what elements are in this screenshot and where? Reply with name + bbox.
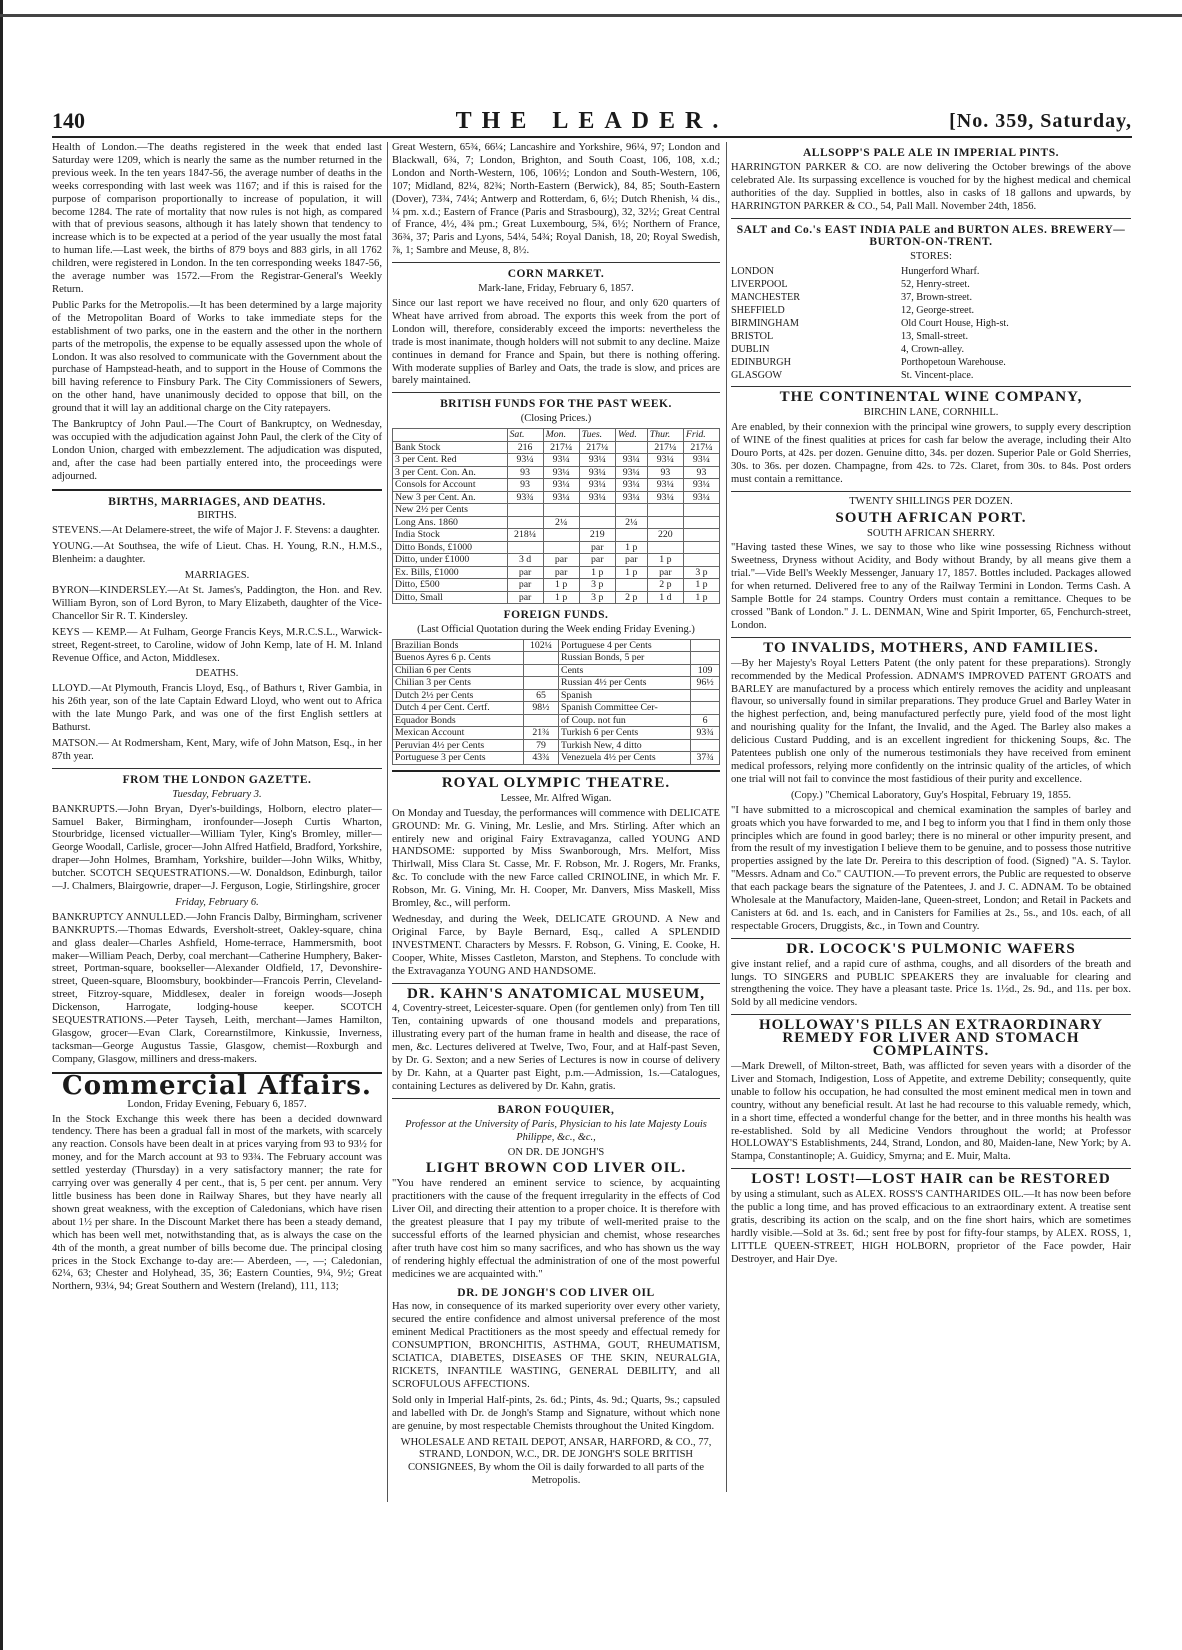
foreign-funds-cell: Turkish New, 4 ditto — [559, 739, 691, 752]
dejongh-depot: WHOLESALE AND RETAIL DEPOT, ANSAR, HARFORD, & CO., 77, STRAND, LONDON, W.C., DR. DE JONGH'S SOLE BRITISH CONSIGNEES, By whom the Oil is daily forwarded to all parts of the Metropolis. — [400, 1436, 712, 1487]
issue-info: [No. 359, Saturday, — [949, 110, 1132, 132]
funds-stock-name: Consols for Account — [393, 479, 508, 492]
foreign-funds-cell — [523, 714, 558, 727]
kahn-museum-text: 4, Coventry-street, Leicester-square. Open (for gentlemen only) from Ten till Ten, containing upwards of one thousand models and preparations, illustrating every part of the human frame in health and disease, the race of men, &c. Lectures delivered at Twelve, Two, Four, and at Half-past Seven, by Dr. G. Sexton; and a new Series of Lectures is now in course of delivery by Dr. Kahn, at a Quarter past Eight, p.m.—Admission, 1s.—Catalogues, containing Lectures as delivered by Dr. Kahn, gratis. — [392, 1003, 720, 1092]
funds-cell: par — [579, 541, 615, 554]
binding-edge — [0, 0, 3, 1650]
funds-stock-name: New 3 per Cent. An. — [393, 491, 508, 504]
top-rule — [0, 14, 1182, 17]
store-city: MANCHESTER — [731, 292, 801, 304]
funds-cell: 93¼ — [683, 454, 719, 467]
funds-cell: par — [543, 554, 579, 567]
funds-cell: 93¼ — [543, 491, 579, 504]
dejongh-text: Has now, in consequence of its marked superiority over every other variety, secured the entire confidence and almost universal preference of the most eminent Medical Practitioners as the most speedy and effectual remedy for CONSUMPTION, BRONCHITIS, ASTHMA, GOUT, RHEUMATISM, SCIATICA, DIABETES, DISEASES OF THE SKIN, NEURALGIA, RICKETS, INFANTILE WASTING, GENERAL DEBILITY, and all SCROFULOUS AFFECTIONS. — [392, 1301, 720, 1390]
foreign-funds-heading: FOREIGN FUNDS. — [503, 609, 609, 622]
kahn-museum-heading: DR. KAHN'S ANATOMICAL MUSEUM, — [406, 985, 706, 1002]
south-african-port-advert: "Having tasted these Wines, we say to those who like wine possessing Richness without Sweetness, Dryness without Acidity, and Body without Brandy, by all means give them a trial."—Vide Bell's Weekly Messenger, January 17, 1857. Bottles included. Packages allowed for when returned. Delivered free to any of the Railway Termini in London. Terms Cash. A Sample Bottle for 24 stamps. Country Orders must contain a remittance. Cheques to be crossed "Bank of London." J. L. DENMAN, Wine and Spirit Importer, 65, Fenchurch-street, London. — [731, 542, 1131, 631]
funds-cell: 3 p — [683, 566, 719, 579]
funds-cell: par — [507, 566, 543, 579]
funds-cell: 93¼ — [647, 479, 683, 492]
funds-cell — [683, 504, 719, 517]
fouquier-on: ON DR. DE JONGH'S — [507, 1146, 605, 1158]
store-city: BRISTOL — [731, 330, 774, 342]
store-entry — [731, 331, 1131, 344]
divider — [392, 392, 720, 393]
store-address: Porthopetoun Warehouse. — [901, 356, 1006, 368]
british-funds-table — [392, 428, 720, 604]
funds-cell — [507, 516, 543, 529]
funds-cell: 93¾ — [507, 491, 543, 504]
column-divider — [726, 142, 727, 1492]
holloway-heading: HOLLOWAY'S PILLS AN EXTRAORDINARY REMEDY FOR LIVER AND STOMACH COMPLAINTS. — [758, 1017, 1104, 1060]
funds-stock-name: Ditto, under £1000 — [393, 554, 508, 567]
foreign-funds-row — [393, 689, 720, 702]
funds-cell: 2¼ — [615, 516, 647, 529]
divider — [731, 218, 1131, 219]
funds-row — [393, 466, 720, 479]
lost-hair-heading: LOST! LOST!—LOST HAIR can be RESTORED — [751, 1171, 1111, 1188]
funds-cell — [579, 504, 615, 517]
olympic-theatre-heading: ROYAL OLYMPIC THEATRE. — [441, 774, 671, 791]
birth-notice: STEVENS.—At Delamere-street, the wife of Major J. F. Stevens: a daughter. — [52, 525, 380, 537]
funds-column-header: Wed. — [615, 429, 647, 442]
funds-stock-name: Ditto Bonds, £1000 — [393, 541, 508, 554]
corn-market-date: Mark-lane, Friday, February 6, 1857. — [478, 283, 634, 295]
funds-cell: par — [579, 554, 615, 567]
salt-ales-heading: SALT and Co.'s EAST INDIA PALE and BURTON ALES. BREWERY—BURTON-ON-TRENT. — [736, 223, 1126, 249]
dejongh-heading: DR. DE JONGH'S COD LIVER OIL — [457, 1286, 655, 1299]
funds-cell: 93¼ — [579, 466, 615, 479]
funds-stock-name: Long Ans. 1860 — [393, 516, 508, 529]
funds-stock-name: New 2½ per Cents — [393, 504, 508, 517]
funds-cell: 1 p — [615, 541, 647, 554]
store-address: St. Vincent-place. — [901, 369, 974, 381]
funds-row — [393, 579, 720, 592]
funds-stock-name: Bank Stock — [393, 441, 508, 454]
funds-cell: 2¼ — [543, 516, 579, 529]
foreign-funds-cell: 21¾ — [523, 727, 558, 740]
gazette-date: Friday, February 6. — [175, 896, 259, 908]
railway-shares: Great Western, 65¾, 66¼; Lancashire and Yorkshire, 96¼, 97; London and Blackwall, 6¾, 7; London, Brighton, and South Coast, 106, 108, x.d.; London and North-Western, 106, 106½; London and South-Western, 106, 107; Midland, 82¼, 82¾; North-Eastern (Berwick), 84, 85; South-Eastern (Dover), 73¾, 74¼; Antwerp and Rotterdam, 6, 6½; Dutch Rhenish, ¼ dis., ¼ pm. x.d.; Eastern of France (Paris and Strasbourg), 32, 32½; Great Central of France, 4½, 4¾ pm.; Great Luxembourg, 5¾, 6½; Northern of France, 36¾, 37; Paris and Lyons, 54¼, 54¾; Royal Danish, 18, 20; Royal Swedish, ⅞, 1; Sambre and Meuse, 8, 8½. — [392, 142, 720, 257]
divider — [392, 262, 720, 263]
funds-cell: 93¼ — [615, 491, 647, 504]
foreign-funds-cell — [691, 652, 720, 665]
masthead-rule — [52, 136, 1132, 138]
store-city: EDINBURGH — [731, 356, 791, 368]
foreign-funds-cell — [691, 639, 720, 652]
foreign-funds-cell: 43¾ — [523, 752, 558, 765]
funds-cell: 93 — [647, 466, 683, 479]
funds-cell: 93¼ — [615, 479, 647, 492]
funds-cell — [683, 554, 719, 567]
cod-liver-oil-heading: LIGHT BROWN COD LIVER OIL. — [425, 1160, 687, 1177]
fouquier-heading: BARON FOUQUIER, — [497, 1103, 615, 1116]
divider — [731, 1014, 1131, 1015]
commercial-affairs-heading: Commercial Affairs. — [62, 1070, 372, 1101]
funds-cell — [683, 541, 719, 554]
foreign-funds-cell — [691, 702, 720, 715]
continental-wine-address: BIRCHIN LANE, CORNHILL. — [863, 407, 999, 419]
funds-cell: 93¼ — [543, 466, 579, 479]
funds-stock-name: Ex. Bills, £1000 — [393, 566, 508, 579]
funds-stock-name: 3 per Cent. Red — [393, 454, 508, 467]
fouquier-title: Professor at the University of Paris, Physician to his late Majesty Louis Philippe, &c., &c., — [405, 1118, 707, 1143]
funds-column-header: Sat. — [507, 429, 543, 442]
foreign-funds-row — [393, 652, 720, 665]
invalids-heading: TO INVALIDS, MOTHERS, AND FAMILIES. — [763, 639, 1099, 656]
foreign-funds-cell: of Coup. not fun — [559, 714, 691, 727]
bmd-heading: BIRTHS, MARRIAGES, AND DEATHS. — [108, 495, 326, 508]
funds-cell — [615, 441, 647, 454]
port-price-line: TWENTY SHILLINGS PER DOZEN. — [849, 495, 1013, 507]
funds-cell: 220 — [647, 529, 683, 542]
foreign-funds-row — [393, 714, 720, 727]
divider — [392, 770, 720, 772]
funds-cell: 218¼ — [507, 529, 543, 542]
funds-cell: 93 — [507, 466, 543, 479]
foreign-funds-cell: Venezuela 4½ per Cents — [559, 752, 691, 765]
funds-cell: 93¼ — [507, 454, 543, 467]
funds-stock-name: 3 per Cent. Con. An. — [393, 466, 508, 479]
stores-list — [731, 266, 1131, 382]
bankruptcy-john-paul: The Bankruptcy of John Paul.—The Court of Bankruptcy, on Wednesday, was occupied with the adjudication against John Paul, the clerk of the City of London Union, charged with embezzlement. The adjudication was disputed, and, after the case had been partially entered into, the proceedings were adjourned. — [52, 419, 382, 482]
store-entry — [731, 305, 1131, 318]
funds-cell — [683, 516, 719, 529]
stores-heading: STORES: — [910, 251, 952, 263]
foreign-funds-table — [392, 639, 720, 765]
foreign-funds-cell: 93¾ — [691, 727, 720, 740]
funds-column-header: Frid. — [683, 429, 719, 442]
store-address: 52, Henry-street. — [901, 279, 970, 291]
fouquier-testimonial: "You have rendered an eminent service to science, by acquainting practitioners with the cause of the frequent irregularity in the effects of Cod Liver Oil, and directing their attention to a proper choice. It is therefore with the greatest pleasure that I pay my tribute of well-merited praise to the successful efforts of the learned physician and chemist, whose researches after truth have cost him so many sacrifices, and who has shown us the way of rendering highly effectual the administration of one of the most powerful medicines we are acquainted with." — [392, 1178, 720, 1280]
column-1 — [52, 142, 382, 1502]
foreign-funds-cell: 109 — [691, 664, 720, 677]
health-of-london: Health of London.—The deaths registered in the week that ended last Saturday were 1209, which is nearly the same as the number returned in the previous week. In the ten years 1847-56, the average number of deaths in the weeks corresponding with last week was 1167; and if this is raised for the purpose of comparison proportionally to increase of population, it will become 1284. The rate of mortality that now rules is not high, as compared with that of previous seasons, although it has lately shown that tendency to increase which is to be expected at a period of the year usually the most fatal to human life.—Last week, the births of 879 boys and 883 girls, in all 1762 children, were registered in London. In the ten corresponding weeks 1847-56, the average number was 1572.—From the Registrar-General's Weekly Return. — [52, 142, 382, 295]
british-funds-subheading: (Closing Prices.) — [520, 413, 592, 425]
funds-cell: 219 — [579, 529, 615, 542]
death-notice: MATSON.— At Rodmersham, Kent, Mary, wife of John Matson, Esq., in her 87th year. — [52, 737, 382, 762]
funds-stock-name: India Stock — [393, 529, 508, 542]
british-funds-heading: BRITISH FUNDS FOR THE PAST WEEK. — [440, 398, 672, 411]
funds-cell — [543, 541, 579, 554]
marriage-notice: BYRON—KINDERSLEY.—At St. James's, Paddington, the Hon. and Rev. William Byron, son of Lord Byron, to Mary Elizabeth, daughter of the Vice-Chancellor Sir R. T. Kindersley. — [52, 585, 382, 622]
store-entry — [731, 357, 1131, 370]
commercial-report: In the Stock Exchange this week there has been a decided downward tendency. There has been a gradual fall in most of the markets, with scarcely any reaction. Consols have been dealt in at prices varying from 93 to 93½ for money, and for the March account at 93 to 93¾. The February account was settled yesterday (Thursday) in a very satisfactory manner; the rate for carrying over was generally 4 per cent., that is, 5 per cent. per annum. Very little business has been done in Railway Shares, but they have nearly all shown great weakness, with the exception of Caledonians, which have risen about 1½ per share. In the Discount Market there has been a steady demand, which has been well met, notwithstanding that, as is always the case on the 4th of the month, a great number of bills become due. The principal closing prices in the Stock Exchange to-day are:— Aberdeen, —, —; Caledonian, 62¼, 63; Chester and Holyhead, 35, 36; Eastern Counties, 9¼, 9½; Great Northern, 93¼, 94; Great Southern and Western (Ireland), 111, 113; — [52, 1113, 382, 1293]
foreign-funds-cell: 65 — [523, 689, 558, 702]
funds-cell — [543, 529, 579, 542]
public-parks: Public Parks for the Metropolis.—It has been determined by a large majority of the Metropolitan Board of Works to take immediate steps for the establishment of two parks, one in the eastern and the other in the northern parts of the metropolis, the expense to be equally assessed upon the whole of London. It was also resolved to communicate with the Government about the purchase of Hampstead-heath, and to support in the House of Commons the bill having reference to Finsbury Park. The City Commissioners of Sewers, on the other hand, have unanimously decided to oppose that bill, on the ground that it will lay an additional charge on the City ratepayers. — [52, 299, 382, 415]
store-entry — [731, 292, 1131, 305]
foreign-funds-row — [393, 702, 720, 715]
marriages-heading: MARRIAGES. — [184, 570, 250, 582]
store-city: GLASGOW — [731, 369, 782, 381]
funds-cell — [683, 529, 719, 542]
gazette-date: Tuesday, February 3. — [172, 788, 262, 800]
store-entry — [731, 318, 1131, 331]
funds-cell: 93 — [507, 479, 543, 492]
store-city: LONDON — [731, 266, 775, 278]
foreign-funds-cell — [523, 652, 558, 665]
funds-cell: par — [507, 591, 543, 604]
store-address: 4, Crown-alley. — [901, 343, 964, 355]
birth-notice: YOUNG.—At Southsea, the wife of Lieut. Chas. H. Young, R.N., H.M.S., Blenheim: a daughter. — [52, 541, 382, 566]
funds-cell: 1 p — [615, 566, 647, 579]
olympic-programme: On Monday and Tuesday, the performances will commence with DELICATE GROUND: Mr. G. Vining, Mr. Leslie, and Mrs. Stirling. After which an entirely new and original Fairy Extravaganza, called YOUNG AND HANDSOME: supported by Miss Swanborough, Mrs. Melfort, Miss Thirlwall, Miss Clara St. Casse, Mr. F. Robson, Mr. J. Rogers, Mr. Franks, &c. To conclude with the new Farce called CRINOLINE, in which Mr. F. Robson, Mr. G. Vining, Mr. H. Cooper, Mr. Danvers, Miss Maskell, Miss Bromley, &c., will perform. — [392, 807, 720, 910]
funds-row — [393, 491, 720, 504]
funds-row — [393, 529, 720, 542]
continental-wine-heading: THE CONTINENTAL WINE COMPANY, — [779, 389, 1083, 406]
olympic-programme-week: Wednesday, and during the Week, DELICATE GROUND. A New and Original Farce, by Bayle Bernard, Esq., called A SPLENDID INVESTMENT. Characters by Messrs. F. Robson, G. Vining, E. Cooke, H. Cooper, White, Misses Castleton, Marston, and Stephens. To conclude with the Extravaganza YOUNG AND HANDSOME. — [392, 914, 720, 977]
funds-cell: par — [615, 554, 647, 567]
funds-cell: 93¼ — [543, 454, 579, 467]
funds-cell: 1 d — [647, 591, 683, 604]
funds-column-header — [393, 429, 508, 442]
funds-cell: 1 p — [543, 591, 579, 604]
funds-cell — [647, 541, 683, 554]
locock-heading: DR. LOCOCK'S PULMONIC WAFERS — [786, 940, 1076, 957]
foreign-funds-subheading: (Last Official Quotation during the Week ending Friday Evening.) — [417, 624, 695, 636]
gazette-heading: FROM THE LONDON GAZETTE. — [122, 773, 312, 786]
south-african-sherry: SOUTH AFRICAN SHERRY. — [867, 527, 995, 539]
continental-wine-advert: Are enabled, by their connexion with the principal wine growers, to supply every description of WINE of the finest qualities at prices for cash far below the average, including their Alto Douro Ports, at 42s. per dozen. Genuine ditto, 34s. per dozen. Superior Pale or Gold Sherries, 30s. to 36s. per dozen. Champagne, from 42s. to 72s. Claret, from 30s. to 84s. Post orders must contain a remittance. — [731, 422, 1131, 485]
funds-row — [393, 566, 720, 579]
foreign-funds-cell: Dutch 4 per Cent. Certf. — [393, 702, 524, 715]
olympic-lessee: Lessee, Mr. Alfred Wigan. — [500, 792, 612, 804]
divider — [731, 637, 1131, 638]
foreign-funds-cell: Portuguese 4 per Cents — [559, 639, 691, 652]
funds-row — [393, 504, 720, 517]
funds-column-header: Mon. — [543, 429, 579, 442]
store-entry — [731, 266, 1131, 279]
births-heading: BIRTHS. — [197, 510, 237, 522]
funds-cell: 93¼ — [543, 479, 579, 492]
funds-cell: 217¼ — [579, 441, 615, 454]
foreign-funds-cell: Portuguese 3 per Cents — [393, 752, 524, 765]
foreign-funds-cell: Brazilian Bonds — [393, 639, 524, 652]
store-entry — [731, 370, 1131, 383]
foreign-funds-cell — [523, 677, 558, 690]
gazette-bankrupts: BANKRUPTCY ANNULLED.—John Francis Dalby, Birmingham, scrivener BANKRUPTS.—Thomas Edwards, Eversholt-street, Oakley-square, china and glass dealer—Charles Ashfield, Home-terrace, Hammersmith, boot maker—William Peach, Derby, coal merchant—Catherine Humphery, Baker-street, Portman-square, bookseller—Alexander Oldfield, 17, Devonshire-street, Queen-square, Bloomsbury, bookbinder—Francois Perrin, Cleveland-street, Fitzroy-square, Middlesex, dealer in foreign woods—Joseph Dickenson, Harrogate, lodging-house keeper. SCOTCH SEQUESTRATIONS.—Peter Tayseh, Leith, merchant—James Hamilton, Glasgow, grocer—Evan Clark, Corearnstilmore, Kinkussie, Inverness, tacksman—George Augustus Tassie, Glasgow, chemist—Roxburgh and Company, Glasgow, milliners and dress-makers. — [52, 911, 382, 1065]
south-african-port-heading: SOUTH AFRICAN PORT. — [835, 509, 1027, 526]
marriage-notice: KEYS — KEMP.— At Fulham, George Francis Keys, M.R.C.S.L., Warwick-street, Regent-street, to Caroline, widow of John Kemp, late of H. M. Inland Revenue Office, and Acton, Middlesex. — [52, 626, 382, 664]
funds-row — [393, 541, 720, 554]
foreign-funds-cell: 98½ — [523, 702, 558, 715]
funds-cell: 3 p — [579, 591, 615, 604]
foreign-funds-cell: Chilian 3 per Cents — [393, 677, 524, 690]
store-city: LIVERPOOL — [731, 279, 788, 291]
invalids-testimonial: "I have submitted to a microscopical and chemical examination the samples of barley and groats which you have forwarded to me, and I beg to inform you that I find in them only those principles which are found in good barley; there is no mineral or other impurity present, and from the result of my investigation I believe them to be genuine, and to possess those nutritive properties assigned by the late Dr. Pereira to this description of food. (Signed) "A. S. Taylor. "Messrs. Adnam and Co." CAUTION.—To prevent errors, the Public are requested to observe that each package bears the signature of the Patentees, J. and J. C. ADNAM. To be obtained Wholesale at the Manufactory, Maiden-lane, Queen-street, London; and Retail in Packets and Canisters at 6d. and 1s. each, and in Canisters for Families at 2s., 5s., and 10s. each, of all respectable Grocers, Druggists, &c., in Town and Country. — [731, 804, 1131, 932]
column-3 — [731, 142, 1131, 1382]
funds-cell — [507, 541, 543, 554]
funds-row — [393, 479, 720, 492]
funds-row — [393, 441, 720, 454]
funds-cell: par — [543, 566, 579, 579]
funds-row — [393, 554, 720, 567]
funds-row — [393, 454, 720, 467]
funds-cell: 93¼ — [647, 491, 683, 504]
foreign-funds-cell: Spanish — [559, 689, 691, 702]
funds-column-header: Thur. — [647, 429, 683, 442]
page-title: THE LEADER. — [455, 108, 729, 134]
store-city: DUBLIN — [731, 343, 770, 355]
store-address: Old Court House, High-st. — [901, 317, 1009, 329]
funds-cell: 217¼ — [647, 441, 683, 454]
foreign-funds-cell: 37¾ — [691, 752, 720, 765]
foreign-funds-row — [393, 677, 720, 690]
foreign-funds-row — [393, 639, 720, 652]
foreign-funds-cell: Spanish Committee Cer- — [559, 702, 691, 715]
death-notice: LLOYD.—At Plymouth, Francis Lloyd, Esq., of Bathurs t, River Gambia, in his 26th year, son of the late Captain Edward Lloyd, who went out to Africa with the late Mungo Park, and was one of the first English settlers at Bathurst. — [52, 683, 382, 734]
store-entry — [731, 279, 1131, 292]
funds-cell: 93¼ — [579, 479, 615, 492]
funds-cell: 3 p — [579, 579, 615, 592]
page-number: 140 — [52, 108, 85, 133]
foreign-funds-row — [393, 727, 720, 740]
foreign-funds-row — [393, 752, 720, 765]
funds-cell: 93¼ — [615, 454, 647, 467]
funds-cell: 1 p — [543, 579, 579, 592]
corn-market-heading: CORN MARKET. — [507, 268, 605, 281]
allsopp-heading: ALLSOPP'S PALE ALE IN IMPERIAL PINTS. — [802, 147, 1059, 159]
foreign-funds-cell — [691, 689, 720, 702]
commercial-date: London, Friday Evening, Febuary 6, 1857. — [127, 1098, 307, 1110]
store-city: BIRMINGHAM — [731, 317, 799, 329]
store-address: Hungerford Wharf. — [901, 266, 980, 278]
foreign-funds-cell: Russian 4½ per Cents — [559, 677, 691, 690]
foreign-funds-cell: 79 — [523, 739, 558, 752]
funds-cell: 1 p — [647, 554, 683, 567]
foreign-funds-cell: Equador Bonds — [393, 714, 524, 727]
funds-cell: 1 p — [683, 579, 719, 592]
foreign-funds-cell: Dutch 2½ per Cents — [393, 689, 524, 702]
funds-cell: 216 — [507, 441, 543, 454]
funds-row — [393, 591, 720, 604]
divider — [392, 1098, 720, 1099]
dejongh-sales: Sold only in Imperial Half-pints, 2s. 6d.; Pints, 4s. 9d.; Quarts, 9s.; capsuled and labelled with Dr. de Jongh's Stamp and Signature, without which none are genuine, by most respectable Chemists throughout the United Kingdom. — [392, 1394, 720, 1432]
store-address: 13, Small-street. — [901, 330, 969, 342]
foreign-funds-cell — [691, 739, 720, 752]
foreign-funds-cell: 6 — [691, 714, 720, 727]
funds-cell — [543, 504, 579, 517]
funds-cell — [615, 504, 647, 517]
column-divider — [387, 142, 388, 1502]
store-entry — [731, 344, 1131, 357]
funds-cell: 93 — [683, 466, 719, 479]
foreign-funds-cell: Mexican Account — [393, 727, 524, 740]
foreign-funds-row — [393, 739, 720, 752]
funds-cell: 2 p — [647, 579, 683, 592]
corn-market-report: Since our last report we have received no flour, and only 620 quarters of Wheat have arrived from abroad. The exports this week from the port of London will, therefore, considerably exceed the imports: nevertheless the trade is most inanimate, though holders will not submit to any decline. Maize continues in demand for France and Spain, but there is nothing offering. With moderate supplies of Barley and Oats, the trade is slow, and prices are barely maintained. — [392, 297, 720, 387]
funds-cell: 1 p — [683, 591, 719, 604]
funds-stock-name: Ditto, Small — [393, 591, 508, 604]
store-city: SHEFFIELD — [731, 304, 785, 316]
store-address: 12, George-street. — [901, 304, 975, 316]
divider — [392, 983, 720, 984]
lost-hair-advert: by using a stimulant, such as ALEX. ROSS'S CANTHARIDES OIL.—It has now been before the public a long time, and has proved efficacious to an extraordinary extent. A treatise sent gratis, describing its action on the scalp, and on the fine short hairs, which are sometimes hardly visible.—Sold at 3s. 6d.; sent free by post for fifty-four stamps, by ALEX. ROSS, 1, LITTLE QUEEN-STREET, HIGH HOLBORN, proprietor of the Face powder, Hair Destroyer, and Hair Dye. — [731, 1189, 1131, 1265]
divider — [52, 489, 382, 491]
divider — [731, 938, 1131, 939]
foreign-funds-cell: Chilian 6 per Cents — [393, 664, 524, 677]
funds-cell: 2 p — [615, 591, 647, 604]
invalids-advert: —By her Majesty's Royal Letters Patent (the only patent for these preparations). Strongly recommended by the Medical Profession. ADNAM'S IMPROVED PATENT GROATS and BARLEY are manufactured by a process which entirely removes the acidity and unpleasant flavour, so universally found in similar preparations. They produce Gruel and Barley Water in the highest perfection, and, being manufactured perfectly pure, yield food of the most light and nourishing quality for the Infant, the Invalid, and the Aged. The Barley also makes a delicious Custard Pudding, and is an excellent ingredient for thickening Soups, &c. The Patentees publish one only of the numerous testimonials they have received from eminent medical professors, relying more confidently on the intrinsic quality of the articles, of which one trial will not fail to convince the most fastidious of their purity and excellence. — [731, 657, 1131, 785]
funds-column-header: Tues. — [579, 429, 615, 442]
funds-stock-name: Ditto, £500 — [393, 579, 508, 592]
divider — [731, 386, 1131, 387]
foreign-funds-cell: 96½ — [691, 677, 720, 690]
allsopp-advert: HARRINGTON PARKER & CO. are now delivering the October brewings of the above celebrated Ale. Its surpassing excellence is vouched for by the highest medical and chemical authorities of the day. Supplied in bottles, also in casks of 18 gallons and upwards, by HARRINGTON PARKER & CO., 54, Pall Mall. November 24th, 1856. — [731, 161, 1131, 212]
funds-cell: 3 d — [507, 554, 543, 567]
funds-cell — [615, 579, 647, 592]
funds-cell: 93¼ — [615, 466, 647, 479]
funds-cell — [647, 516, 683, 529]
foreign-funds-cell — [523, 664, 558, 677]
foreign-funds-cell: 102¼ — [523, 639, 558, 652]
funds-cell: par — [647, 566, 683, 579]
funds-cell — [507, 504, 543, 517]
divider — [731, 1168, 1131, 1169]
funds-row — [393, 516, 720, 529]
divider — [731, 491, 1131, 492]
holloway-advert: —Mark Drewell, of Milton-street, Bath, was afflicted for seven years with a disorder of the Liver and Stomach, Indigestion, Loss of Appetite, and extreme Debility; consequently, quite unable to follow his occupation, he had consulted the most eminent medical men in town and country, without any beneficial result. At last he had recourse to this valuable remedy, which, in a short time, effected a wonderful change for the better, and in three months his health was re-established. Sold by all Medicine Vendors throughout the world; at Professor HOLLOWAY'S Establishments, 244, Strand, London, and 80, Maiden-lane, New York; by A. Stampa, Constantinople; A. Guidicy, Smyrna; and E. Muir, Malta. — [731, 1061, 1131, 1163]
funds-cell: 93¼ — [579, 491, 615, 504]
funds-cell: 93¼ — [579, 454, 615, 467]
funds-cell: 1 p — [579, 566, 615, 579]
foreign-funds-cell: Peruvian 4½ per Cents — [393, 739, 524, 752]
gazette-bankrupts: BANKRUPTS.—John Bryan, Dyer's-buildings, Holborn, electro plater—Samuel Baker, Birmingham, ironfounder—Joseph Curtis Wharton, Stourbridge, licensed victualler—William Tyler, King's Bromley, miller—George Woodall, Carlisle, grocer—John Alfred Hatfield, Bradford, Yorkshire, draper—John Holmes, Bramham, Yorkshire, builder—John Wilks, Whitby, butcher. SCOTCH SEQUESTRATIONS.—W. Donaldson, Edinburgh, tailor—J. Chalmers, Blairgowrie, draper—J. Ferguson, Logie, Stirlingshire, grocer — [52, 803, 382, 893]
foreign-funds-row — [393, 664, 720, 677]
divider — [52, 768, 382, 769]
funds-cell: 93¼ — [647, 454, 683, 467]
column-2 — [392, 142, 720, 1492]
foreign-funds-cell: Buenos Ayres 6 p. Cents — [393, 652, 524, 665]
masthead — [52, 108, 1132, 138]
locock-advert: give instant relief, and a rapid cure of asthma, coughs, and all disorders of the breath and lungs. TO SINGERS and PUBLIC SPEAKERS they are invaluable for clearing and strengthening the voice. They have a pleasant taste. Price 1s. 1½d., 2s. 9d., and 11s. per box. Sold by all medicine vendors. — [731, 958, 1131, 1009]
funds-cell — [647, 504, 683, 517]
foreign-funds-cell: Russian Bonds, 5 per — [559, 652, 691, 665]
store-address: 37, Brown-street. — [901, 292, 973, 304]
foreign-funds-cell: Cents — [559, 664, 691, 677]
funds-cell: 93¼ — [683, 479, 719, 492]
funds-cell: par — [507, 579, 543, 592]
funds-cell: 217¼ — [683, 441, 719, 454]
funds-cell — [579, 516, 615, 529]
funds-cell — [615, 529, 647, 542]
deaths-heading: DEATHS. — [195, 668, 239, 680]
funds-cell: 217¼ — [543, 441, 579, 454]
invalids-copy: (Copy.) "Chemical Laboratory, Guy's Hospital, February 19, 1855. — [790, 789, 1072, 801]
foreign-funds-cell: Turkish 6 per Cents — [559, 727, 691, 740]
funds-cell: 93¼ — [683, 491, 719, 504]
